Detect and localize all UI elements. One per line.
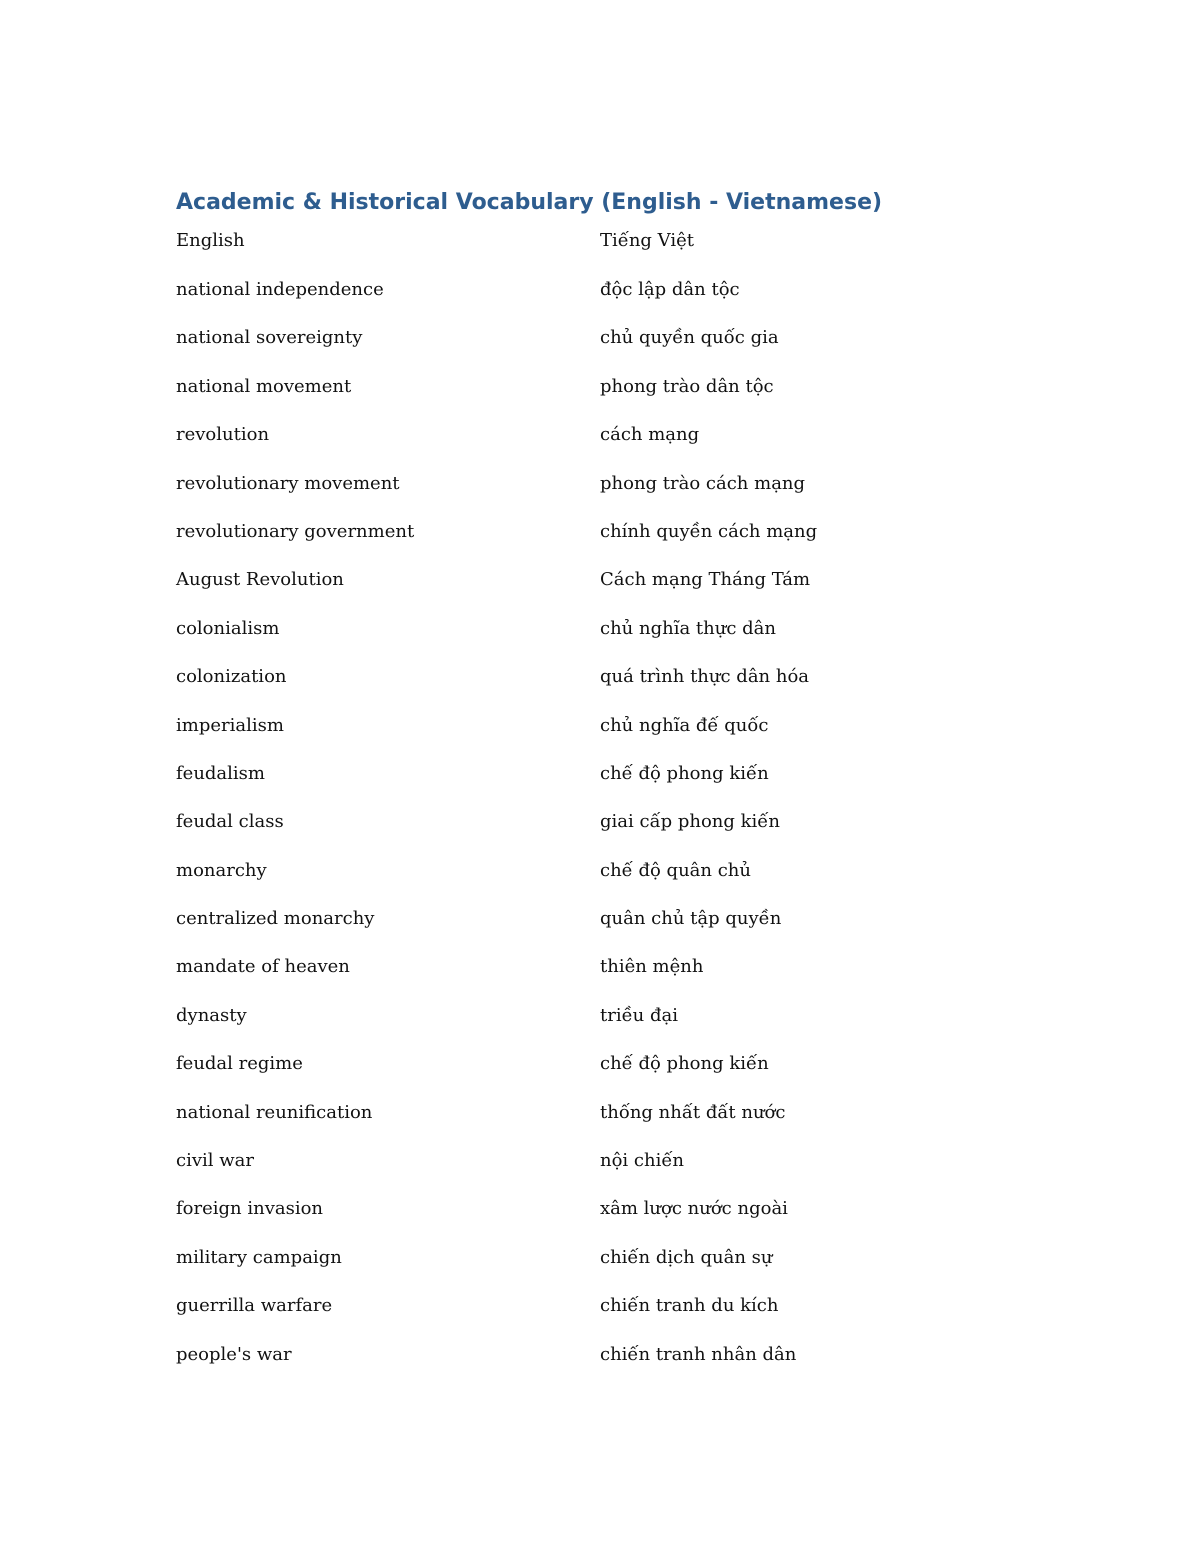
vietnamese-term: chế độ phong kiến — [600, 1053, 769, 1075]
vietnamese-term: quá trình thực dân hóa — [600, 666, 810, 688]
english-term: imperialism — [176, 714, 284, 736]
vietnamese-term: thống nhất đất nước — [600, 1101, 786, 1123]
table-row — [176, 374, 876, 422]
vietnamese-term: xâm lược nước ngoài — [600, 1198, 788, 1220]
table-row — [176, 1293, 876, 1341]
table-row — [176, 713, 876, 761]
english-term: civil war — [176, 1150, 254, 1172]
vietnamese-term: chủ nghĩa đế quốc — [600, 714, 769, 736]
english-term: mandate of heaven — [176, 956, 350, 978]
table-row — [176, 664, 876, 712]
table-row — [176, 1342, 876, 1390]
vietnamese-term: chế độ quân chủ — [600, 859, 751, 881]
english-term: feudal class — [176, 811, 284, 833]
document-title: Academic & Historical Vocabulary (English - Vietnamese) — [176, 190, 883, 215]
table-row — [176, 906, 876, 954]
english-term: foreign invasion — [176, 1198, 324, 1220]
table-row — [176, 325, 876, 373]
vietnamese-term: quân chủ tập quyền — [600, 908, 782, 930]
english-term: August Revolution — [176, 569, 344, 591]
english-term: revolutionary government — [176, 520, 415, 542]
english-term: feudalism — [176, 762, 265, 784]
header-vietnamese: Tiếng Việt — [600, 230, 694, 251]
header-english: English — [176, 230, 245, 251]
table-row — [176, 1196, 876, 1244]
english-term: colonialism — [176, 617, 280, 639]
table-row — [176, 519, 876, 567]
table-row — [176, 761, 876, 809]
table-row — [176, 858, 876, 906]
table-row — [176, 1100, 876, 1148]
english-term: national sovereignty — [176, 327, 363, 349]
table-row — [176, 567, 876, 615]
english-term: revolutionary movement — [176, 472, 400, 494]
vietnamese-term: thiên mệnh — [600, 956, 704, 978]
table-row — [176, 809, 876, 857]
table-row — [176, 954, 876, 1002]
english-term: feudal regime — [176, 1053, 303, 1075]
table-row — [176, 471, 876, 519]
vietnamese-term: phong trào dân tộc — [600, 375, 774, 397]
vietnamese-term: triều đại — [600, 1004, 678, 1026]
english-term: military campaign — [176, 1246, 342, 1268]
english-term: national movement — [176, 375, 352, 397]
vocabulary-list — [176, 277, 876, 1390]
vietnamese-term: nội chiến — [600, 1150, 685, 1172]
english-term: people's war — [176, 1343, 292, 1365]
vietnamese-term: Cách mạng Tháng Tám — [600, 569, 811, 591]
table-row — [176, 616, 876, 664]
english-term: colonization — [176, 666, 287, 688]
vietnamese-term: phong trào cách mạng — [600, 472, 806, 494]
vietnamese-term: giai cấp phong kiến — [600, 811, 780, 833]
vietnamese-term: chế độ phong kiến — [600, 762, 769, 784]
english-term: guerrilla warfare — [176, 1295, 333, 1317]
english-term: dynasty — [176, 1004, 247, 1026]
vietnamese-term: chủ quyền quốc gia — [600, 327, 779, 349]
table-row — [176, 1245, 876, 1293]
english-term: national reunification — [176, 1101, 373, 1123]
table-row — [176, 422, 876, 470]
english-term: national independence — [176, 279, 384, 300]
english-term: monarchy — [176, 859, 267, 881]
vietnamese-term: độc lập dân tộc — [600, 279, 740, 300]
english-term: centralized monarchy — [176, 908, 375, 930]
vietnamese-term: chiến tranh du kích — [600, 1295, 779, 1317]
vietnamese-term: chiến dịch quân sự — [600, 1246, 773, 1268]
vietnamese-term: chiến tranh nhân dân — [600, 1343, 797, 1365]
table-row — [176, 1003, 876, 1051]
english-term: revolution — [176, 424, 270, 446]
table-header — [176, 228, 876, 256]
table-row — [176, 1148, 876, 1196]
vietnamese-term: chính quyền cách mạng — [600, 520, 818, 542]
table-row — [176, 1051, 876, 1099]
vietnamese-term: cách mạng — [600, 424, 700, 446]
vietnamese-term: chủ nghĩa thực dân — [600, 617, 776, 639]
table-row — [176, 277, 876, 325]
